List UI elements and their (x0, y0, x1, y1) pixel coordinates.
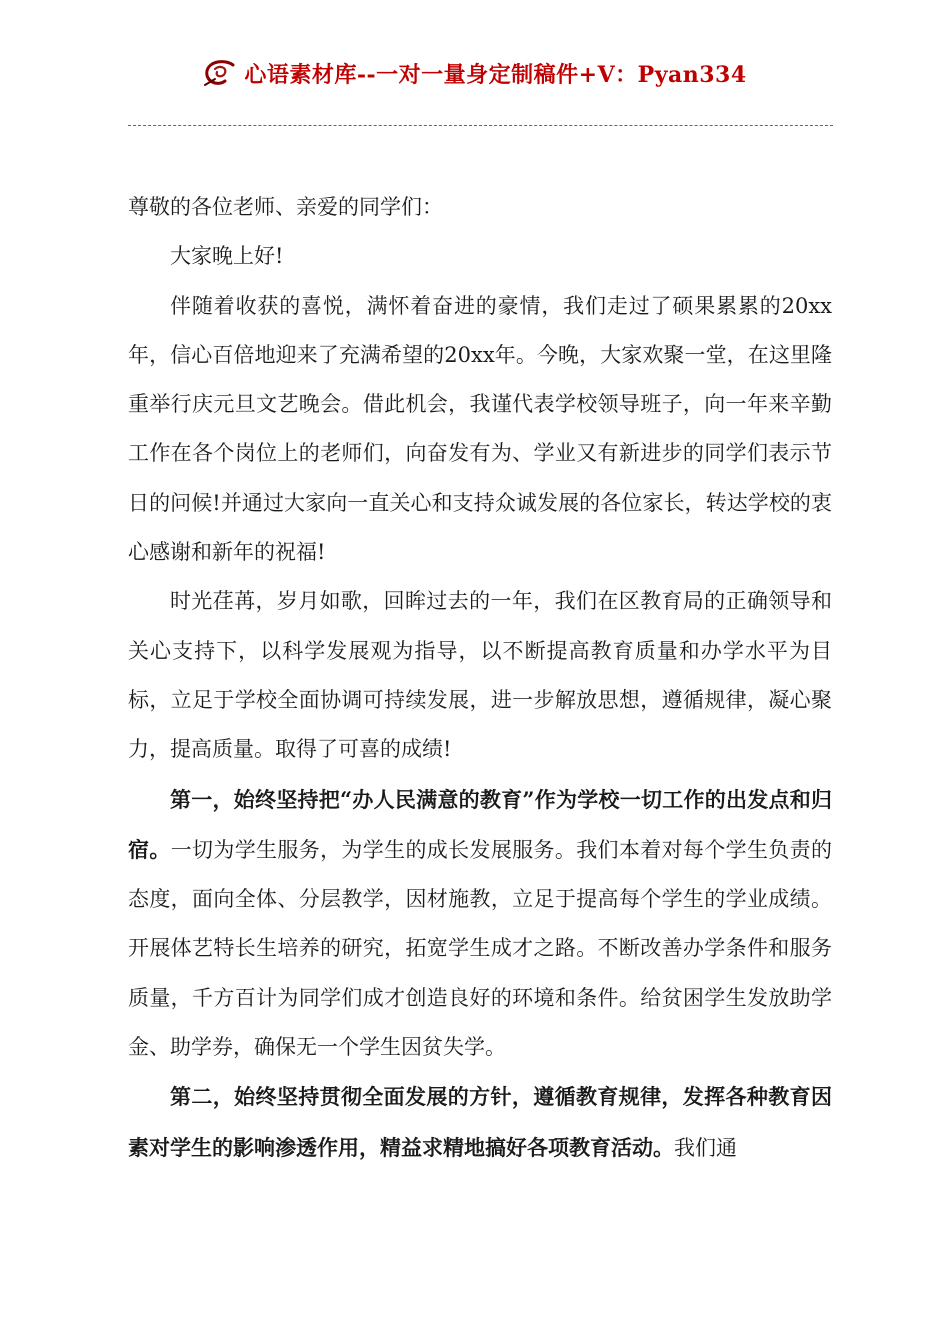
paragraph-4-heading: 第二，始终坚持贯彻全面发展的方针，遵循教育规律，发挥各种教育因素对学生的影响渗透作用，精益求精地搞好各项教育活动。 (128, 1084, 832, 1160)
paragraph-4-text: 我们通 (674, 1135, 737, 1160)
paragraph-3-text: 一切为学生服务，为学生的成长发展服务。我们本着对每个学生负责的态度，面向全体、分层教学，因材施教，立足于提高每个学生的学业成绩。开展体艺特长生培养的研究，拓宽学生成才之路。不断改善办学条件和服务质量，千方百计为同学们成才创造良好的环境和条件。给贫困学生发放助学金、助学券，确保无一个学生因贫失学。 (128, 837, 832, 1060)
paragraph-4 (128, 1072, 832, 1173)
header-divider (128, 125, 833, 126)
header-title: 心语素材库--一对一量身定制稿件+V：Pyan334 (244, 62, 747, 88)
brush-swirl-icon (203, 59, 237, 89)
paragraph-1: 伴随着收获的喜悦，满怀着奋进的豪情，我们走过了硕果累累的20xx年，信心百倍地迎来了充满希望的20xx年。今晚，大家欢聚一堂，在这里隆重举行庆元旦文艺晚会。借此机会，我谨代表学校领导班子，向一年来辛勤工作在各个岗位上的老师们，向奋发有为、学业又有新进步的同学们表示节日的问候!并通过大家向一直关心和支持众诚发展的各位家长，转达学校的衷心感谢和新年的祝福! (128, 293, 832, 565)
greeting: 大家晚上好! (170, 244, 284, 269)
salutation: 尊敬的各位老师、亲爱的同学们： (128, 195, 443, 219)
paragraph-2: 时光荏苒，岁月如歌，回眸过去的一年，我们在区教育局的正确领导和关心支持下，以科学发展观为指导，以不断提高教育质量和办学水平为目标，立足于学校全面协调可持续发展，进一步解放思想，遵循规律，凝心聚力，提高质量。取得了可喜的成绩! (128, 589, 832, 762)
paragraph-3-heading: 第一，始终坚持把“办人民满意的教育”作为学校一切工作的出发点和归宿。 (128, 786, 832, 862)
page-header (0, 58, 950, 98)
paragraph-3 (128, 775, 832, 1073)
document-body (128, 183, 832, 1173)
